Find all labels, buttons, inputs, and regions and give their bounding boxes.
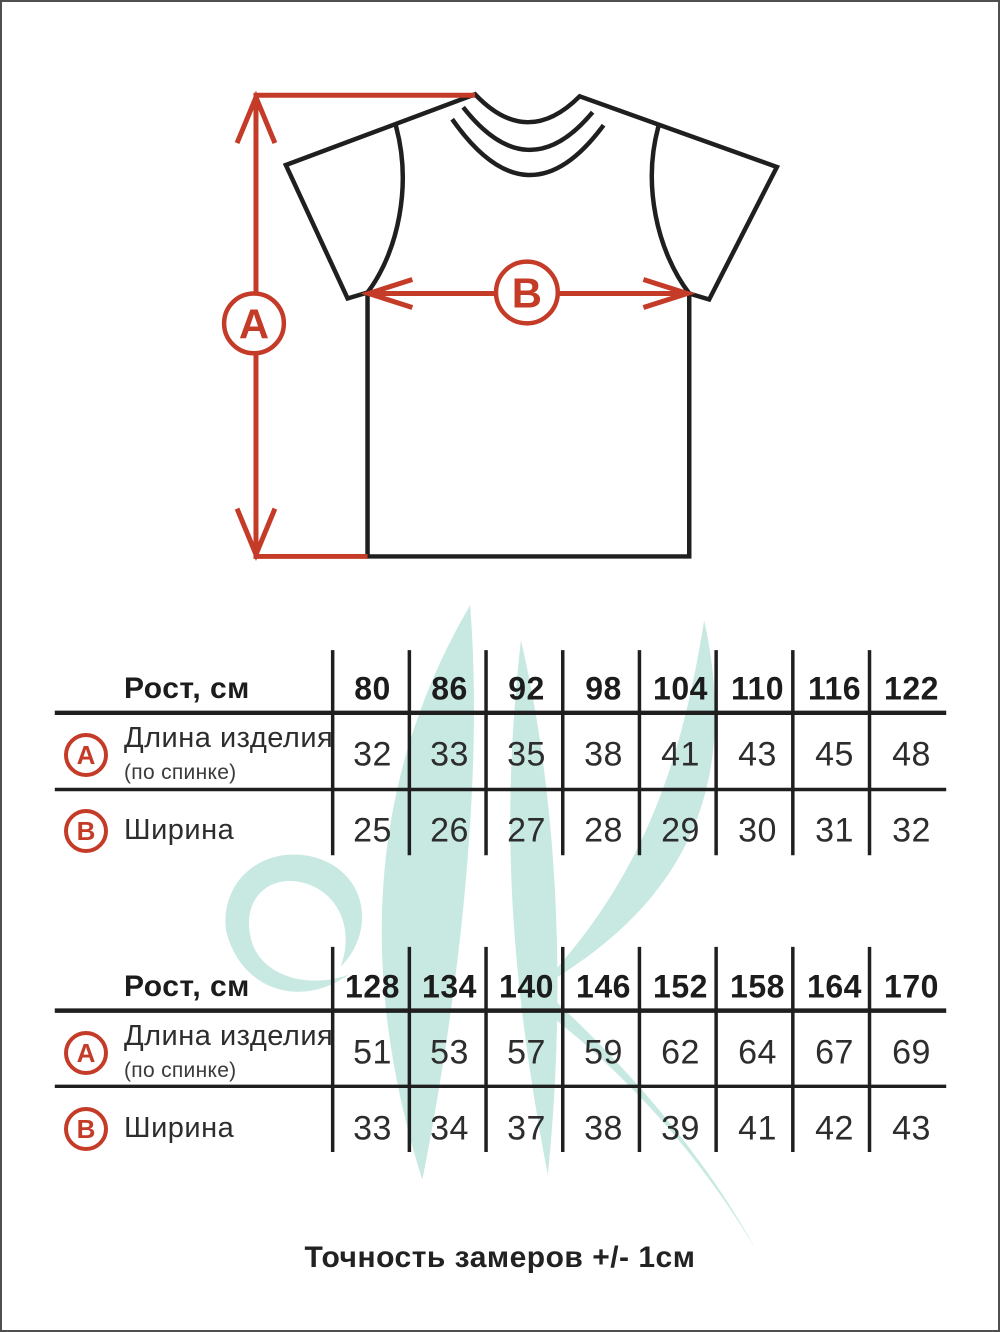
row-marker-b: B: [64, 1107, 108, 1151]
size-header-cell: 116: [807, 670, 862, 707]
value-cell: 31: [815, 811, 854, 850]
value-cell: 26: [430, 811, 469, 850]
row-label-main: Длина изделия: [124, 1020, 334, 1053]
row-label-length: [124, 723, 333, 787]
size-header-cell: 80: [354, 670, 391, 707]
value-cell: 67: [815, 1033, 854, 1072]
accuracy-note: Точность замеров +/- 1см: [304, 1241, 696, 1274]
size-header-cell: 140: [499, 968, 554, 1005]
value-cell: 25: [353, 811, 392, 850]
value-cell: 29: [661, 811, 700, 850]
size-header-cell: 152: [653, 968, 708, 1005]
value-cell: 38: [584, 735, 623, 774]
size-header-cell: 158: [730, 968, 785, 1005]
value-cell: 51: [353, 1033, 392, 1072]
value-cell: 32: [892, 811, 931, 850]
row-marker-a: A: [64, 733, 108, 777]
row-label-length: [124, 1021, 333, 1085]
row-label-sub: (по спинке): [124, 1059, 237, 1082]
value-cell: 28: [584, 811, 623, 850]
value-cell: 64: [738, 1033, 777, 1072]
size-header-cell: 164: [807, 968, 862, 1005]
height-header-label: Рост, см: [124, 970, 250, 1003]
row-label-sub: (по спинке): [124, 761, 237, 784]
size-header-cell: 170: [884, 968, 939, 1005]
value-cell: 32: [353, 735, 392, 774]
value-cell: 42: [815, 1109, 854, 1148]
value-cell: 39: [661, 1109, 700, 1148]
value-cell: 69: [892, 1033, 931, 1072]
value-cell: 33: [353, 1109, 392, 1148]
value-cell: 38: [584, 1109, 623, 1148]
value-cell: 43: [738, 735, 777, 774]
size-header-cell: 110: [730, 670, 785, 707]
value-cell: 30: [738, 811, 777, 850]
row-label-width: Ширина: [124, 814, 235, 847]
size-header-cell: 122: [884, 670, 939, 707]
diagram-marker-a: A: [238, 300, 270, 348]
row-marker-b: B: [64, 809, 108, 853]
value-cell: 48: [892, 735, 931, 774]
value-cell: 45: [815, 735, 854, 774]
tshirt-drawing: [286, 94, 777, 556]
size-header-cell: 146: [576, 968, 631, 1005]
value-cell: 57: [507, 1033, 546, 1072]
value-cell: 35: [507, 735, 546, 774]
value-cell: 43: [892, 1109, 931, 1148]
size-header-cell: 134: [422, 968, 477, 1005]
diagram-marker-b: B: [511, 269, 543, 317]
size-header-cell: 98: [585, 670, 622, 707]
row-label-width: Ширина: [124, 1112, 235, 1145]
value-cell: 37: [507, 1109, 546, 1148]
size-header-cell: 128: [345, 968, 400, 1005]
value-cell: 41: [661, 735, 700, 774]
value-cell: 59: [584, 1033, 623, 1072]
height-header-label: Рост, см: [124, 672, 250, 705]
value-cell: 41: [738, 1109, 777, 1148]
value-cell: 33: [430, 735, 469, 774]
value-cell: 34: [430, 1109, 469, 1148]
value-cell: 53: [430, 1033, 469, 1072]
size-header-cell: 104: [653, 670, 708, 707]
value-cell: 27: [507, 811, 546, 850]
row-marker-a: A: [64, 1031, 108, 1075]
size-header-cell: 92: [508, 670, 545, 707]
size-header-cell: 86: [431, 670, 468, 707]
value-cell: 62: [661, 1033, 700, 1072]
row-label-main: Длина изделия: [124, 722, 334, 755]
